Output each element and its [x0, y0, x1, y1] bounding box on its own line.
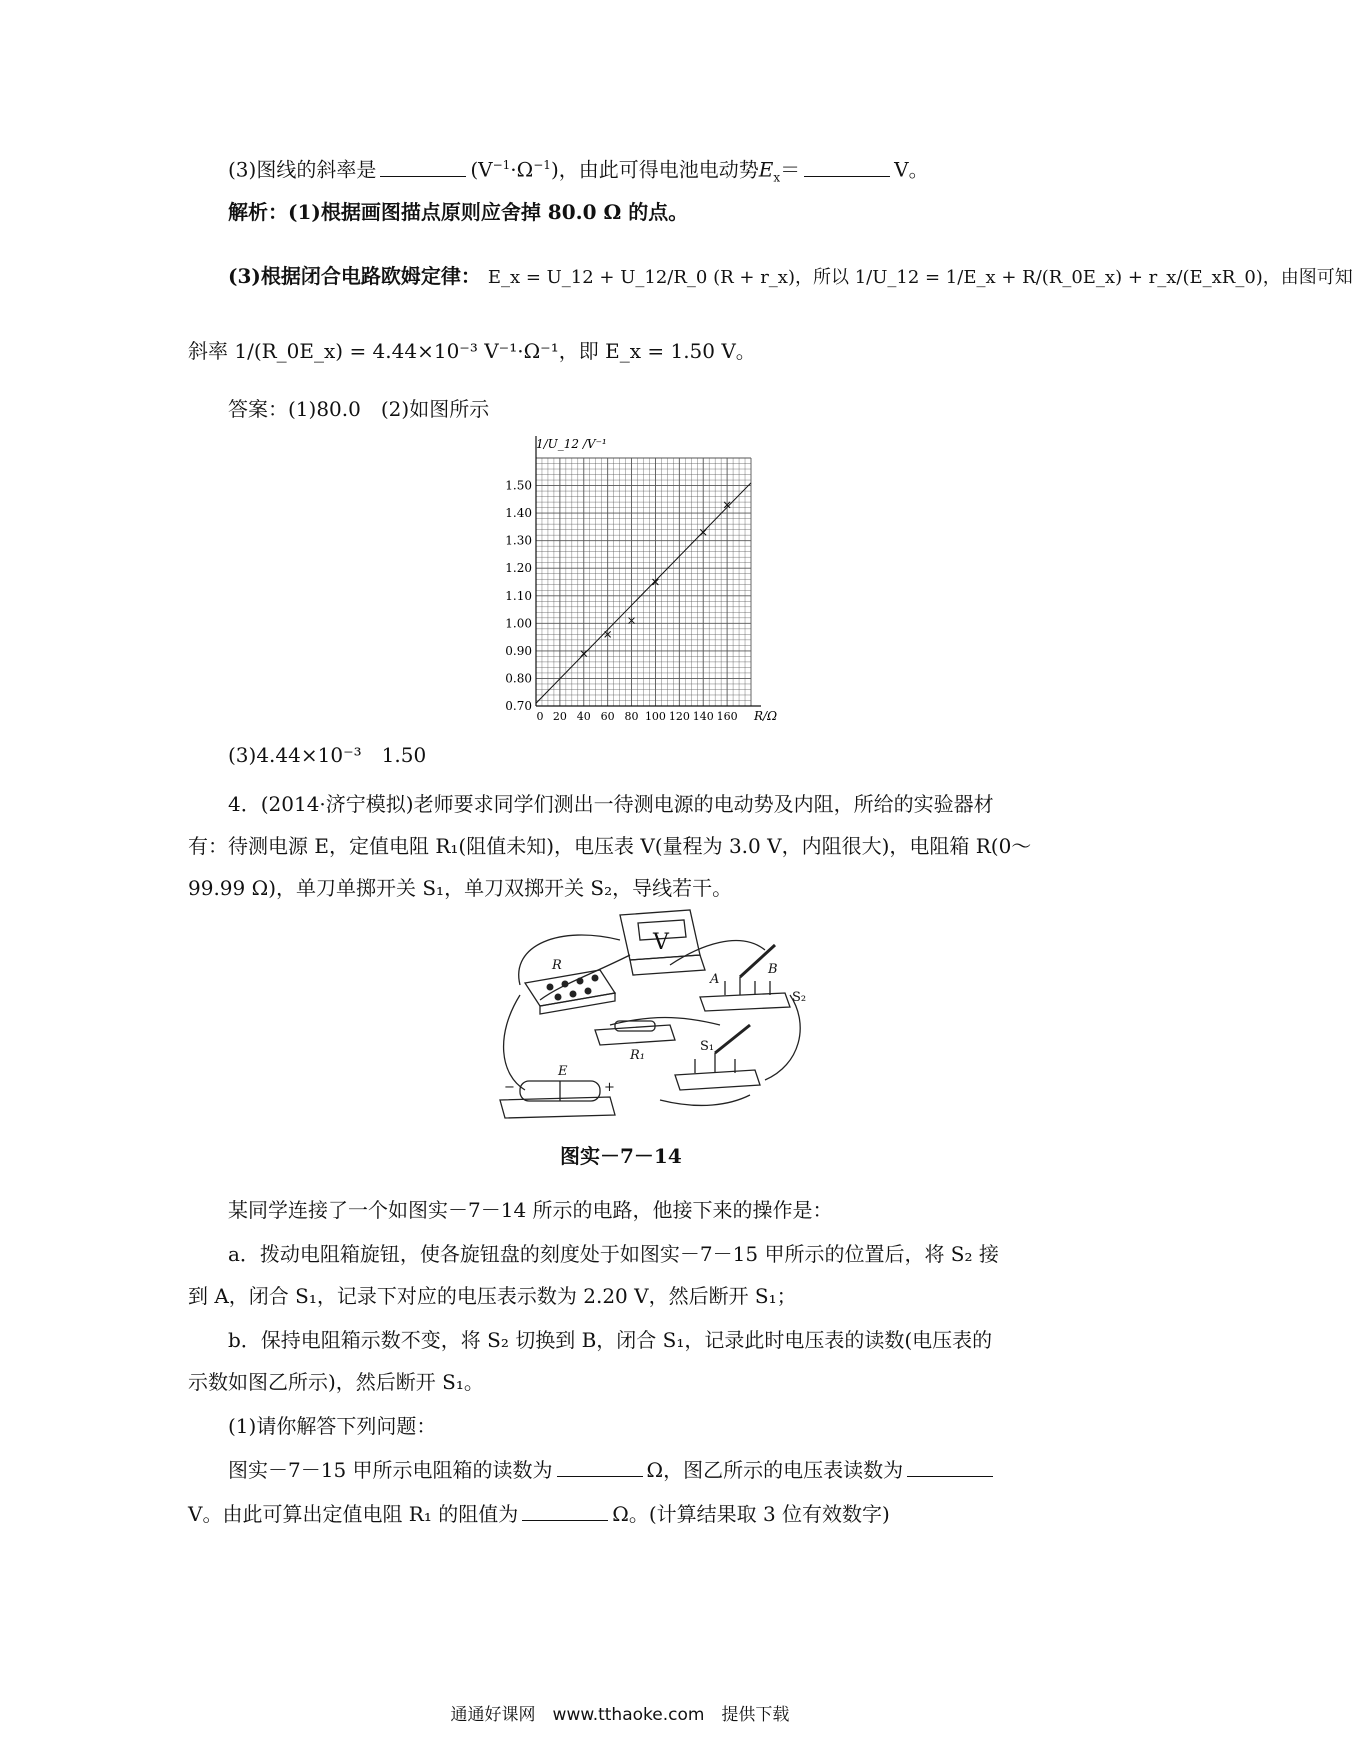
figure-caption: 图实－7－14 — [560, 1144, 682, 1168]
resistor-knob — [577, 978, 584, 985]
graph-y-label: 1/U_12 /V⁻¹ — [536, 437, 607, 451]
analysis-slope-text: 斜率 1/(R_0E_x) = 4.44×10⁻³ V⁻¹·Ω⁻¹，即 E_x = 1.50 V。 — [188, 339, 756, 363]
x-tick-label: 80 — [624, 710, 639, 723]
symbol-E: E — [758, 157, 774, 182]
switch-s1-posts — [695, 1053, 735, 1073]
answer-blank — [907, 1456, 993, 1477]
graph-x-label: R/Ω — [754, 709, 778, 723]
answer-graph — [486, 428, 786, 728]
answer-blank — [557, 1456, 643, 1477]
y-tick-label: 0.90 — [505, 643, 532, 658]
switch-s2-posts — [725, 977, 770, 995]
voltmeter-base — [630, 955, 705, 975]
resistor-knob — [547, 984, 554, 991]
text-unit-mid: ·Ω — [510, 157, 534, 182]
answer-line — [228, 395, 489, 423]
label-e: E — [558, 1064, 568, 1079]
y-tick-label: 0.70 — [505, 699, 532, 713]
graph-ticks — [505, 479, 737, 723]
x-tick-label: 100 — [644, 710, 666, 723]
q4-step-a-1: a．拨动电阻箱旋钮，使各旋钮盘的刻度处于如图实－7－15 甲所示的位置后，将 S₂ 接 — [228, 1242, 999, 1266]
analysis-line-1 — [228, 198, 688, 226]
label-minus: − — [504, 1080, 515, 1095]
x-tick-label: 160 — [716, 710, 738, 723]
switch-s2-base — [700, 993, 790, 1011]
label-r1: R₁ — [630, 1048, 645, 1063]
text-unit-v: V。 — [894, 157, 929, 182]
voltmeter-label: V — [653, 930, 669, 955]
y-tick-label: 1.20 — [505, 561, 532, 576]
q4-step-b-2: 示数如图乙所示)，然后断开 S₁。 — [188, 1370, 484, 1394]
y-tick-label: 1.40 — [505, 506, 532, 521]
analysis-label: 解析： — [228, 200, 288, 224]
text-unit-end: )，由此可得电池电动势 — [550, 157, 759, 182]
y-tick-label: 1.50 — [505, 478, 532, 493]
q4-subquestion-1: (1)请你解答下列问题： — [228, 1414, 437, 1438]
fill-text: Ω，图乙所示的电压表读数为 — [646, 1458, 904, 1482]
circuit-diagram — [500, 905, 810, 1130]
analysis-formula: E_x = U_12 + U_12/R_0 (R + r_x)，所以 1/U_12 = 1/E_x + R/(R_0E_x) + r_x/(E_xR_0)，由图可知 — [487, 267, 1353, 288]
wire — [504, 995, 525, 1090]
battery-base — [500, 1097, 615, 1118]
symbol-sub: x — [773, 170, 781, 185]
answer-3: (3)4.44×10⁻³ 1.50 — [228, 743, 427, 767]
q4-fill-line-2 — [188, 1500, 890, 1528]
analysis-text-3-prefix: (3)根据闭合电路欧姆定律： — [228, 264, 481, 288]
x-tick-label: 0 — [536, 710, 544, 723]
q4-step-b-1: b．保持电阻箱示数不变，将 S₂ 切换到 B，闭合 S₁，记录此时电压表的读数(电压表的 — [228, 1328, 993, 1352]
answer-3-line — [228, 741, 426, 769]
y-tick-label: 1.00 — [505, 616, 532, 631]
fill-text: 图实－7－15 甲所示电阻箱的读数为 — [228, 1458, 553, 1482]
q4-fill-line-1 — [228, 1456, 997, 1484]
y-tick-label: 1.30 — [505, 533, 532, 548]
resistor-knob — [562, 981, 569, 988]
text-part3-prefix: (3)图线的斜率是 — [228, 157, 377, 182]
q4-step-a-2: 到 A，闭合 S₁，记录下对应的电压表示数为 2.20 V，然后断开 S₁； — [188, 1284, 797, 1308]
y-tick-label: 0.80 — [505, 671, 532, 686]
x-tick-label: 40 — [576, 710, 591, 723]
switch-s1-lever — [715, 1025, 750, 1053]
analysis-text-1: (1)根据画图描点原则应舍掉 80.0 Ω 的点。 — [288, 200, 689, 224]
x-tick-label: 60 — [600, 710, 615, 723]
text-unit-sup: −1 — [533, 158, 551, 172]
label-b: B — [768, 962, 778, 977]
answer-blank — [804, 156, 890, 177]
page-footer: 通通好课网 www.tthaoke.com 提供下载 — [450, 1705, 790, 1725]
y-tick-label: 1.10 — [505, 588, 532, 603]
label-a: A — [710, 972, 720, 987]
q4-line-3: 99.99 Ω)，单刀单掷开关 S₁，单刀双掷开关 S₂，导线若干。 — [188, 876, 733, 900]
label-s2: S₂ — [792, 990, 807, 1005]
analysis-slope-line — [188, 337, 756, 365]
wire — [670, 941, 765, 965]
answer-blank — [522, 1500, 608, 1521]
resistor-knob — [592, 975, 599, 982]
label-plus: + — [604, 1080, 615, 1095]
text-eq: ＝ — [780, 157, 801, 182]
text-unit: (V — [470, 157, 493, 182]
x-tick-label: 20 — [552, 710, 567, 723]
resistor-box-side — [540, 993, 615, 1014]
answer-label: 答案： — [228, 397, 288, 421]
x-tick-label: 140 — [692, 710, 714, 723]
graph-grid — [536, 458, 751, 706]
fill-text: Ω。(计算结果取 3 位有效数字) — [612, 1502, 890, 1526]
q3-part3-line — [228, 151, 929, 192]
answer-2: (2)如图所示 — [380, 397, 490, 421]
text-unit-sup: −1 — [492, 158, 511, 172]
q4-line-2: 有：待测电源 E，定值电阻 R₁(阻值未知)，电压表 V(量程为 3.0 V，内阻很大)，电阻箱 R(0～ — [188, 834, 1032, 858]
switch-s1-base — [675, 1070, 760, 1090]
resistor-r1-base — [595, 1025, 675, 1045]
q4-line-1: 4．(2014·济宁模拟)老师要求同学们测出一待测电源的电动势及内阻，所给的实验器材 — [228, 792, 994, 816]
fill-text: V。由此可算出定值电阻 R₁ 的阻值为 — [188, 1502, 519, 1526]
label-s1: S₁ — [700, 1039, 715, 1054]
x-tick-label: 120 — [668, 710, 690, 723]
resistor-knob — [585, 988, 592, 995]
wire — [660, 1095, 750, 1105]
q4-paragraph-1: 某同学连接了一个如图实－7－14 所示的电路，他接下来的操作是： — [228, 1198, 833, 1222]
resistor-knob — [570, 991, 577, 998]
label-r: R — [552, 958, 562, 973]
analysis-line-3 — [228, 262, 1353, 292]
answer-blank — [380, 156, 466, 177]
resistor-knob — [555, 994, 562, 1001]
answer-1: (1)80.0 — [288, 397, 361, 421]
